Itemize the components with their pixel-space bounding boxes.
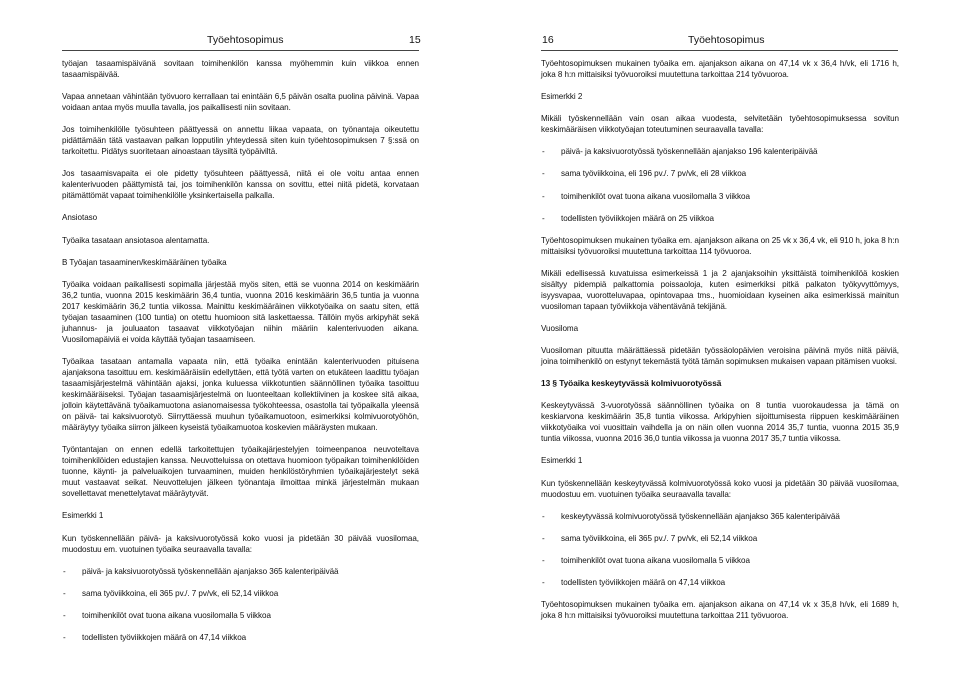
left-list xyxy=(62,566,419,643)
paragraph: Kun työskennellään keskeytyvässä kolmivuorotyössä koko vuosi ja pidetään 30 päivää vuosilomaa, muodostuu em. vuotuinen työaika seuraavalla tavalla: xyxy=(541,478,899,499)
paragraph: Työehtosopimuksen mukainen työaika em. ajanjakson aikana on 47,14 vk x 36,4 h/vk, eli 1716 h, joka 8 h:n mittaisiksi työvuoroiksi muutettuna tarkoittaa 214 työvuoroa. xyxy=(541,59,899,80)
example-label: Esimerkki 1 xyxy=(62,511,104,521)
paragraph: Jos toimihenkilölle työsuhteen päättyessä on annettu liikaa vapaata, on työnantaja oikeutettu pidättämään tätä vastaavan palkan lopputilin yhteydessä siten kuin työehtosopimuksen 7 §:ssä on tarkoitettu. Pidätys suoritetaan ainoastaan täysiltä työpäiviltä. xyxy=(62,125,419,157)
list-item: - toimihenkilöt ovat tuona aikana vuosilomalla 5 viikkoa xyxy=(541,555,899,566)
right-header-title: Työehtosopimus xyxy=(688,34,765,46)
subheading-ansiotaso: Ansiotaso xyxy=(62,213,98,223)
paragraph: Työntantajan on ennen edellä tarkoitettujen työaikajärjestelyjen toimeenpanoa neuvoteltava toimihenkilöiden edustajien kanssa. Neuvotteluissa on otettava huomioon työpaikan toimihenkilöiden tuonne, käynti- ja palveluaikojen turvaaminen, muiden henkilöstöryhmien työaikajärjestelyt sekä muut vastaavat seikat. Neuvottelujen jälkeen työnantaja ilmoittaa minkä järjestelmän mukaan sovellettavat menettelytavat määräytyvät. xyxy=(62,445,419,499)
list-item: - sama työviikkoina, eli 365 pv./. 7 pv/vk, eli 52,14 viikkoa xyxy=(541,533,899,544)
left-header-rule xyxy=(62,50,419,51)
right-page-number: 16 xyxy=(542,34,554,46)
right-list-2 xyxy=(541,511,899,588)
list-item: - sama työviikkoina, eli 196 pv./. 7 pv/vk, eli 28 viikkoa xyxy=(541,168,899,179)
list-item: - toimihenkilöt ovat tuona aikana vuosilomalla 3 viikkoa xyxy=(541,191,899,202)
example-label: Esimerkki 2 xyxy=(541,92,583,102)
example-label: Esimerkki 1 xyxy=(541,456,583,466)
right-list-1 xyxy=(541,146,899,223)
list-item: - toimihenkilöt ovat tuona aikana vuosilomalla 5 viikkoa xyxy=(62,610,419,621)
right-text-column xyxy=(541,58,899,621)
list-item: - todellisten työviikkojen määrä on 47,14 viikkoa xyxy=(541,577,899,588)
right-header-rule xyxy=(541,50,898,51)
paragraph: Keskeytyvässä 3-vuorotyössä säännöllinen työaika on 8 tuntia vuorokaudessa ja tämä on keskiarvona keskimäärin 35,8 tuntia viikossa. Arkipyhien sijoittumisesta riippuen keskimääräinen viikkotyöaika voi vuosittain vaihdella ja on näin ollen vuonna 2014 35,7 tuntia, vuonna 2015 35,9 tuntia viikossa, vuonna 2016 36,0 tuntia viikossa ja vuonna 2017 35,7 tuntia viikossa. xyxy=(541,401,899,444)
paragraph: Työehtosopimuksen mukainen työaika em. ajanjakson aikana on 25 vk x 36,4 vk, eli 910 h, joka 8 h:n mittaisiksi työvuoroiksi muutettuna tarkoittaa 114 työvuoroa. xyxy=(541,235,899,256)
paragraph: Jos tasaamisvapaita ei ole pidetty työsuhteen päättyessä, niitä ei ole voitu antaa ennen kalenterivuoden päättymistä tai, jos toimihenkilön kanssa on sovittu, ettei niitä pidetä, korvataan pitämättömät vapaat toimihenkilölle yksinkertaisella palkalla. xyxy=(62,169,419,201)
list-item: - todellisten työviikkojen määrä on 25 viikkoa xyxy=(541,213,899,224)
list-item: - keskeytyvässä kolmivuorotyössä työskennellään ajanjakso 365 kalenteripäivää xyxy=(541,511,899,522)
left-text-column xyxy=(62,58,419,654)
left-header-title: Työehtosopimus xyxy=(207,34,284,46)
right-page xyxy=(480,0,960,674)
list-item: - päivä- ja kaksivuorotyössä työskennellään ajanjakso 196 kalenteripäivää xyxy=(541,146,899,157)
paragraph: Kun työskennellään päivä- ja kaksivuorotyössä koko vuosi ja pidetään 30 päivää vuosilomaa, muodostuu em. vuotuinen työaika seuraavalla tavalla: xyxy=(62,533,419,554)
paragraph: Työehtosopimuksen mukainen työaika em. ajanjakson aikana on 47,14 vk x 35,8 h/vk, eli 1689 h, joka 8 h:n mittaisiksi työvuoroiksi muutettuna tarkoittaa 211 työvuoroa. xyxy=(541,600,899,621)
left-page-number: 15 xyxy=(409,34,421,46)
paragraph: Vapaa annetaan vähintään työvuoro kerrallaan tai enintään 6,5 päivän osalta puolina päivinä. Vapaa voidaan antaa myös muulla tavalla, jos paikallisesti niin sovitaan. xyxy=(62,92,419,113)
paragraph: Vuosiloman pituutta määrättäessä pidetään työssäolopäivien veroisina päivinä myös niitä päiviä, joina toimihenkilö on estynyt tekemästä työtä tämän sopimuksen mukaisen vapaan pitämisen vuoksi. xyxy=(541,346,899,367)
paragraph: Työaika voidaan paikallisesti sopimalla järjestää myös siten, että se vuonna 2014 on keskimäärin 36,2 tuntia, vuonna 2015 keskimäärin 36,4 tuntia, vuonna 2016 keskimäärin 36,5 tuntia ja vuonna 2017 keskimäärin 36,2 tuntia viikossa. Mainittu keskimääräinen viikkotyöaika on saatu siten, että työajan tasaaminen (100 tuntia) on otettu huomioon sitä laskettaessa. Tällöin myös arkipyhät sekä juhannus- ja jouluaaton tasaavat viikkotyöajan niihin määriin kalenterivuoden aikana. Vuosilomapäiviä ei voida käyttää työajan tasaamiseen. xyxy=(62,279,419,344)
paragraph: Työaikaa tasataan antamalla vapaata niin, että työaika enintään kalenterivuoden pituisena ajanjaksona tasoittuu em. keskimääräisiin edellyttäen, että työtä varten on etukäteen laadittu työajan tasaamisjärjestelmä vähintään ajaksi, jonka kuluessa viikkotuntien säännöllinen työaika tasoittuu keskimääräiseksi. Työajan tasaamisjärjestelmä on luonteeltaan kollektiivinen ja koskee sitä aikaa, jolloin käytettävänä työaikamuotona asianomaisessa työkohteessa, osastolla tai työpaikalla yleensä on päivä- tai kaksivuorotyö. Siirryttäessä muuhun työaikamuotoon, esimerkiksi kolmivuorotyöhön, määräytyy työaika siirron jälkeen kyseistä työaikamuotoa koskevien määräysten mukaan. xyxy=(62,356,419,433)
list-item: - sama työviikkoina, eli 365 pv./. 7 pv/vk, eli 52,14 viikkoa xyxy=(62,588,419,599)
subheading-vuosiloma: Vuosiloma xyxy=(541,324,579,334)
paragraph: Työaika tasataan ansiotasoa alentamatta. xyxy=(62,235,210,245)
list-item: - todellisten työviikkojen määrä on 47,14 viikkoa xyxy=(62,632,419,643)
paragraph: Mikäli työskennellään vain osan aikaa vuodesta, selvitetään työehtosopimuksessa sovitun keskimääräisen viikkotyöajan toteutuminen seuraavalla tavalla: xyxy=(541,114,899,135)
section-heading: 13 § Työaika keskeytyvässä kolmivuorotyössä xyxy=(541,378,722,389)
subheading-b: B Työajan tasaaminen/keskimääräinen työaika xyxy=(62,257,227,267)
paragraph: työajan tasaamispäivänä sovitaan toimihenkilön kanssa myöhemmin kuin viikkoa ennen tasaamispäivää. xyxy=(62,59,419,80)
list-item: - päivä- ja kaksivuorotyössä työskennellään ajanjakso 365 kalenteripäivää xyxy=(62,566,419,577)
paragraph: Mikäli edellisessä kuvatuissa esimerkeissä 1 ja 2 ajanjaksoihin yksittäistä toimihenkilöä koskien sisältyy pidempiä palkattomia poissaoloja, kuten esimerkiksi pitkä palkaton työkyvyttömyys, isyysvapaa, vuorotteluvapaa, opintovapaa tms., huomioidaan kyseinen aika esimerkissä mainitun vuosiloman tapaan työviikkoja vähentävänä tekijänä. xyxy=(541,268,899,312)
